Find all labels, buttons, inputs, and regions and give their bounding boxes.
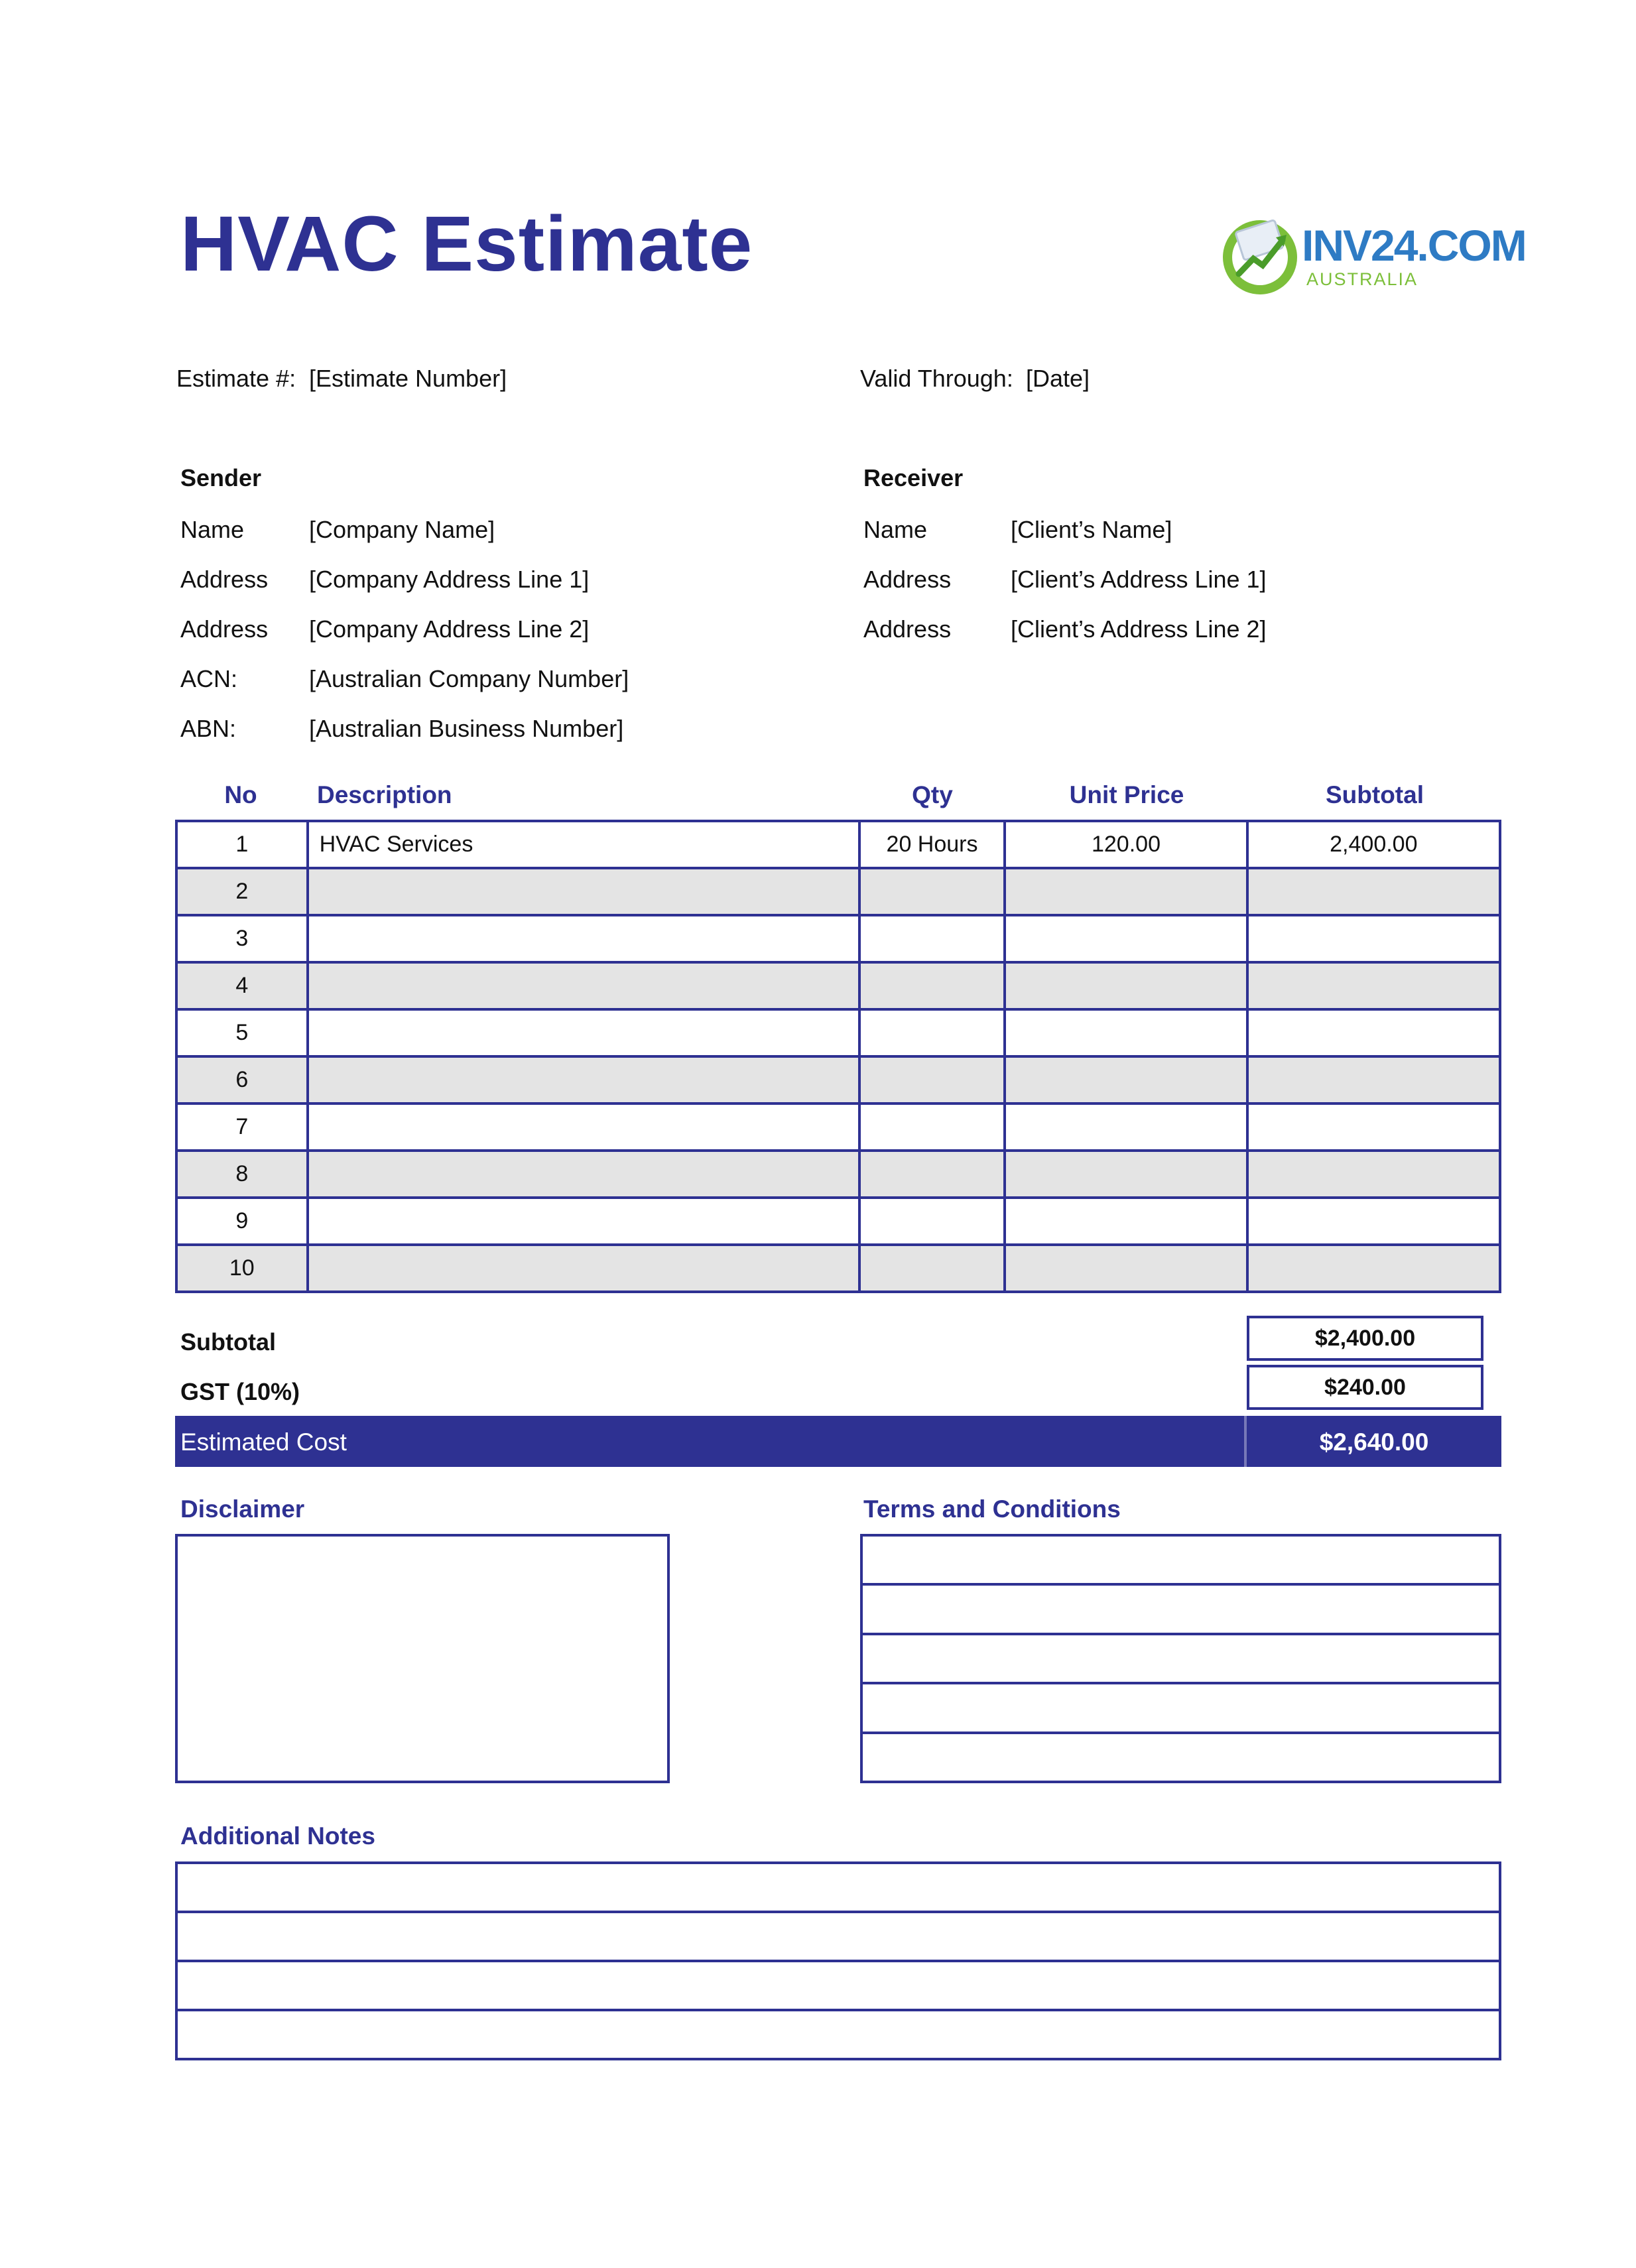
- column-header-no: No: [224, 781, 257, 808]
- cell-unit-price[interactable]: [1005, 1245, 1247, 1292]
- cell-no[interactable]: 4: [176, 962, 308, 1009]
- sender-address2-label: Address: [180, 615, 269, 643]
- subtotal-value: $2,400.00: [1247, 1316, 1483, 1361]
- cell-unit-price[interactable]: [1005, 962, 1247, 1009]
- estimated-cost-bar: [175, 1416, 1501, 1467]
- gst-label: GST (10%): [180, 1378, 300, 1405]
- notes-line[interactable]: [178, 2011, 1499, 2058]
- terms-line[interactable]: [863, 1635, 1499, 1684]
- cell-no[interactable]: 7: [176, 1103, 308, 1151]
- cell-description[interactable]: HVAC Services: [308, 821, 859, 868]
- subtotal-label: Subtotal: [180, 1328, 276, 1355]
- terms-box: [860, 1534, 1501, 1783]
- cell-subtotal[interactable]: [1247, 1009, 1500, 1056]
- cell-subtotal[interactable]: 2,400.00: [1247, 821, 1500, 868]
- sender-address1-label: Address: [180, 566, 269, 593]
- sender-abn-value: [Australian Business Number]: [309, 715, 624, 742]
- cell-unit-price[interactable]: [1005, 1198, 1247, 1245]
- cell-subtotal[interactable]: [1247, 1198, 1500, 1245]
- receiver-address1-value: [Client’s Address Line 1]: [1011, 566, 1267, 593]
- estimated-cost-value: $2,640.00: [1319, 1428, 1429, 1456]
- receiver-heading: Receiver: [863, 464, 964, 491]
- cell-description[interactable]: [308, 1151, 859, 1198]
- cell-description[interactable]: [308, 1245, 859, 1292]
- cell-description[interactable]: [308, 1198, 859, 1245]
- cell-no[interactable]: 10: [176, 1245, 308, 1292]
- receiver-address2-label: Address: [863, 615, 952, 643]
- sender-acn-label: ACN:: [180, 665, 238, 692]
- cell-subtotal[interactable]: [1247, 1151, 1500, 1198]
- notes-line[interactable]: [178, 1864, 1499, 1913]
- table-row: [176, 821, 1500, 868]
- cell-qty[interactable]: [859, 915, 1005, 962]
- terms-line[interactable]: [863, 1734, 1499, 1781]
- column-header-description: Description: [317, 781, 452, 808]
- cell-description[interactable]: [308, 1009, 859, 1056]
- cell-unit-price[interactable]: [1005, 1009, 1247, 1056]
- cell-qty[interactable]: [859, 1245, 1005, 1292]
- column-header-subtotal: Subtotal: [1326, 781, 1424, 808]
- cell-unit-price[interactable]: [1005, 1151, 1247, 1198]
- cell-subtotal[interactable]: [1247, 1245, 1500, 1292]
- notes-line[interactable]: [178, 1913, 1499, 1962]
- disclaimer-heading: Disclaimer: [180, 1495, 305, 1523]
- receiver-name-label: Name: [863, 516, 928, 543]
- cell-description[interactable]: [308, 1056, 859, 1103]
- cell-subtotal[interactable]: [1247, 868, 1500, 915]
- table-row: [176, 1245, 1500, 1292]
- cell-qty[interactable]: [859, 1198, 1005, 1245]
- terms-line[interactable]: [863, 1586, 1499, 1635]
- cell-no[interactable]: 5: [176, 1009, 308, 1056]
- table-row: [176, 1009, 1500, 1056]
- sender-heading: Sender: [180, 464, 262, 491]
- disclaimer-box[interactable]: [175, 1534, 670, 1783]
- notes-line[interactable]: [178, 1962, 1499, 2011]
- sender-address2-value: [Company Address Line 2]: [309, 615, 590, 643]
- logo-text: INV24.COM: [1302, 221, 1526, 270]
- cell-qty[interactable]: [859, 1009, 1005, 1056]
- cell-subtotal[interactable]: [1247, 1103, 1500, 1151]
- estimate-number-label: Estimate #:: [176, 365, 296, 392]
- cell-description[interactable]: [308, 1103, 859, 1151]
- cell-unit-price[interactable]: [1005, 868, 1247, 915]
- sender-name-label: Name: [180, 516, 245, 543]
- cell-subtotal[interactable]: [1247, 1056, 1500, 1103]
- estimated-cost-label: Estimated Cost: [180, 1428, 347, 1456]
- column-header-qty: Qty: [912, 781, 953, 808]
- cell-unit-price[interactable]: [1005, 1056, 1247, 1103]
- page-title: HVAC Estimate: [180, 200, 753, 288]
- notes-heading: Additional Notes: [180, 1822, 375, 1850]
- cell-subtotal[interactable]: [1247, 915, 1500, 962]
- table-row: [176, 1151, 1500, 1198]
- sender-name-value: [Company Name]: [309, 516, 495, 543]
- logo-subtext: AUSTRALIA: [1306, 269, 1418, 289]
- receiver-name-value: [Client’s Name]: [1011, 516, 1172, 543]
- cell-qty[interactable]: [859, 1151, 1005, 1198]
- notes-box: [175, 1861, 1501, 2060]
- gst-value: $240.00: [1247, 1365, 1483, 1410]
- estimate-number-value: [Estimate Number]: [309, 365, 507, 392]
- table-row: [176, 915, 1500, 962]
- cell-unit-price[interactable]: 120.00: [1005, 821, 1247, 868]
- table-row: [176, 1198, 1500, 1245]
- bar-divider: [1244, 1416, 1247, 1467]
- globe-chart-icon: [1223, 220, 1297, 294]
- receiver-address1-label: Address: [863, 566, 952, 593]
- cell-qty[interactable]: [859, 868, 1005, 915]
- cell-unit-price[interactable]: [1005, 1103, 1247, 1151]
- terms-heading: Terms and Conditions: [863, 1495, 1121, 1523]
- column-header-unit-price: Unit Price: [1069, 781, 1184, 808]
- line-items-table: [175, 820, 1501, 1293]
- table-row: [176, 868, 1500, 915]
- cell-no[interactable]: 9: [176, 1198, 308, 1245]
- cell-description[interactable]: [308, 868, 859, 915]
- table-row: [176, 1056, 1500, 1103]
- cell-no[interactable]: 2: [176, 868, 308, 915]
- valid-through-label: Valid Through:: [860, 365, 1013, 392]
- cell-qty[interactable]: [859, 1103, 1005, 1151]
- table-row: [176, 1103, 1500, 1151]
- cell-subtotal[interactable]: [1247, 962, 1500, 1009]
- terms-line[interactable]: [863, 1537, 1499, 1586]
- receiver-address2-value: [Client’s Address Line 2]: [1011, 615, 1267, 643]
- table-row: [176, 962, 1500, 1009]
- cell-qty[interactable]: 20 Hours: [859, 821, 1005, 868]
- cell-no[interactable]: 1: [176, 821, 308, 868]
- sender-acn-value: [Australian Company Number]: [309, 665, 629, 692]
- cell-qty[interactable]: [859, 1056, 1005, 1103]
- cell-unit-price[interactable]: [1005, 915, 1247, 962]
- cell-no[interactable]: 6: [176, 1056, 308, 1103]
- terms-line[interactable]: [863, 1684, 1499, 1733]
- cell-no[interactable]: 8: [176, 1151, 308, 1198]
- valid-through-value: [Date]: [1026, 365, 1090, 392]
- cell-description[interactable]: [308, 915, 859, 962]
- sender-address1-value: [Company Address Line 1]: [309, 566, 590, 593]
- cell-no[interactable]: 3: [176, 915, 308, 962]
- cell-description[interactable]: [308, 962, 859, 1009]
- sender-abn-label: ABN:: [180, 715, 237, 742]
- cell-qty[interactable]: [859, 962, 1005, 1009]
